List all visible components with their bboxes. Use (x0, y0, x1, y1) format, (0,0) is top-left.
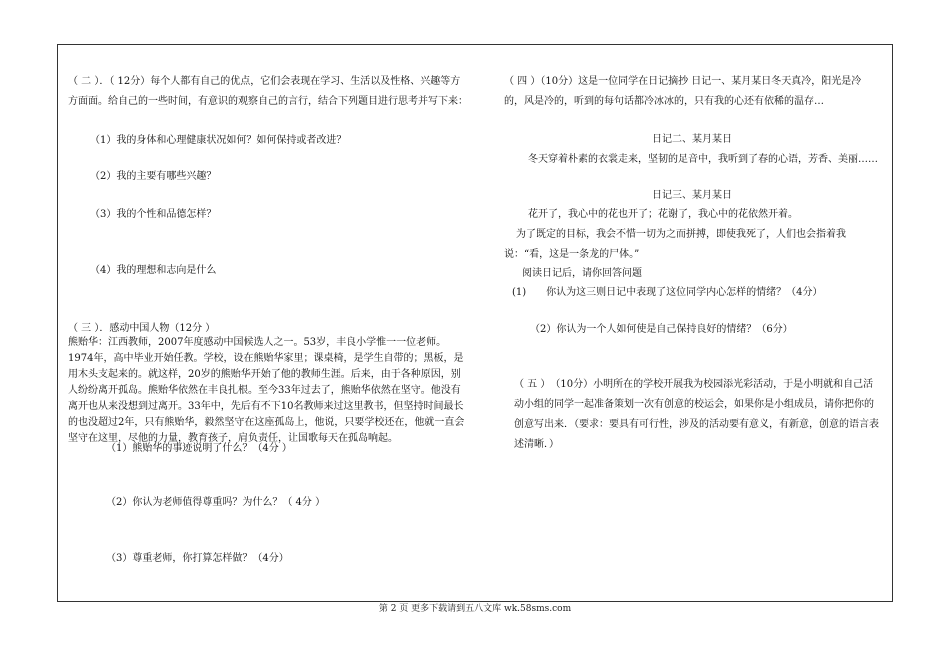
section-4-intro: （ 四 ）（10分）这是一位同学在日记摘抄 日记一、某月某日冬天真冷，阳光是冷的，风是冷的，听到的每句话都冷冰冰的，只有我的心还有依稀的温存… (504, 76, 862, 107)
diary-2-body: 冬天穿着朴素的衣裳走来，坚韧的足音中，我听到了春的心语，芳香、美丽…… (528, 154, 878, 165)
section-3-title: （ 三 ）．感动中国人物（12分 ） (68, 323, 216, 334)
diary-3-line-1: 花开了，我心中的花也开了；花谢了，我心中的花依然开着。 (528, 209, 798, 220)
section-4-question-1: (1) 你认为这三则日记中表现了这位同学内心怎样的情绪？（4分） (512, 287, 823, 298)
section-2-intro: （ 二 ）．（ 12分）每个人都有自己的优点，它们会表现在学习、生活以及性格、兴趣等方方面面。给自己的一些时间，有意识的观察自己的言行，结合下列题目进行思考并写下来： (68, 76, 468, 107)
section-4-question-2: （2）你认为一个人如何使是自己保持良好的情绪？（6分） (530, 324, 793, 335)
section-3-question-3: （3）尊重老师，你打算怎样做？（4分） (106, 553, 289, 564)
section-3-question-1: （1）熊贻华的事迹说明了什么？（4分 ） (106, 443, 292, 454)
diary-2-title: 日记二、某月某日 (652, 134, 732, 145)
section-2-question-2: （2）我的主要有哪些兴趣？ (90, 171, 217, 182)
diary-3-title: 日记三、某月某日 (652, 190, 732, 201)
section-2-question-4: （4）我的理想和志向是什么 (90, 265, 217, 276)
section-3-question-2: （2）你认为老师值得尊重吗？为什么？（ 4分 ） (106, 497, 326, 508)
page-footer: 第 2 页 更多下载请到五八文库 wk.58sms.com (378, 604, 572, 614)
section-4-instruction: 阅读日记后，请你回答问题 (522, 268, 642, 279)
section-2-question-3: （3）我的个性和品德怎样？ (90, 209, 217, 220)
left-column (68, 0, 470, 600)
diary-3-line-2: 为了既定的目标，我会不惜一切为之而拼搏，即使我死了，人们也会指着我说：“看，这是一条龙的尸体。” (504, 229, 846, 260)
section-2-question-1: （1）我的身体和心理健康状况如何？如何保持或者改进？ (90, 135, 347, 146)
section-3-passage: 熊贻华：江西教师，2007年度感动中国候选人之一。53岁，丰良小学惟一一位老师。1974年，高中毕业开始任教。学校，设在熊贻华家里；课桌椅，是学生自带的；黑板，是用木头支起来的。就这样，20岁的熊贻华开始了他的教师生涯。后来，由于各种原因，别人纷纷离开孤岛。熊贻华依然在丰良扎根。至今33年过去了，熊贻华依然在坚守。他没有离开也从来没想到过离开。33年中，先后有不下10名教师来过这里教书，但坚持时间最长的也没超过2年，只有熊贻华，毅然坚守在这座孤岛上，他说，只要学校还在，他就一直会坚守在这里，尽他的力量，教育孩子，肩负责任，让国歌每天在孤岛响起。 (68, 337, 465, 444)
right-column (504, 0, 880, 600)
section-5-intro: （ 五 ） （10分）小明所在的学校开展我为校园添光彩活动，于是小明就和自己活动小组的同学一起准备策划一次有创意的校运会，如果你是小组成员，请你把你的创意写出来．（要求：要具有可行性，涉及的活动要有意义，有新意，创意的语言表述清晰．） (514, 379, 879, 450)
